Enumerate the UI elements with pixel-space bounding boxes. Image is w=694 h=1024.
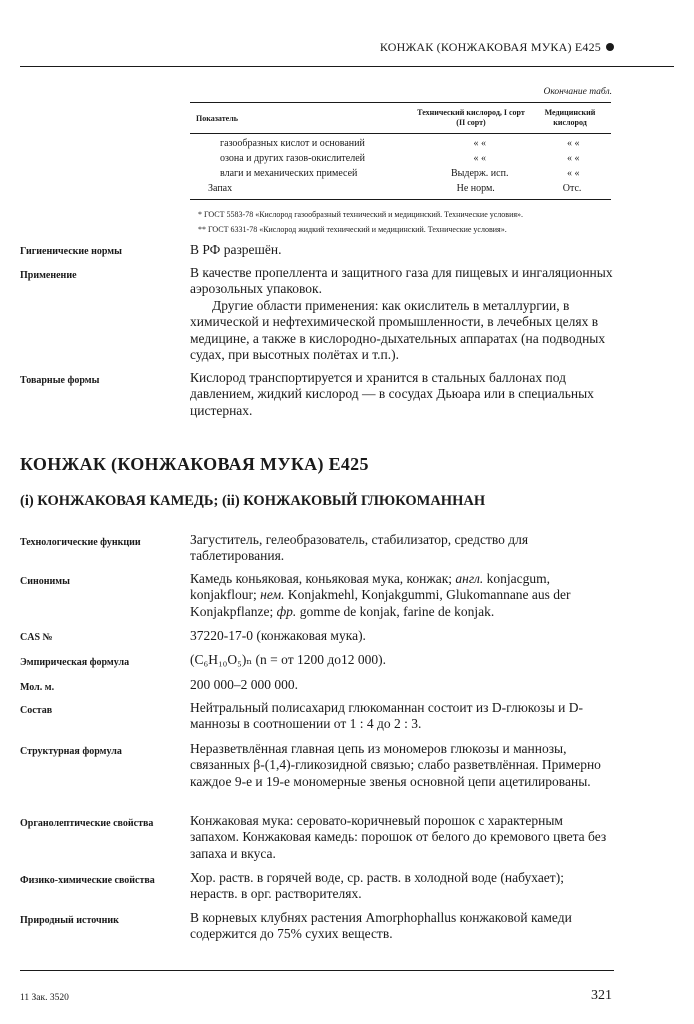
synonyms-label: Синонимы [20, 576, 70, 587]
table-row [190, 151, 611, 166]
footnote-1: * ГОСТ 5583-78 «Кислород газообразный технический и медицинский. Технические условия». [198, 210, 524, 219]
application-paragraph-2: Другие области применения: как окислитель в металлургии, в химической и нефтехимической промышленности, в лечебных целях в медицине, а также в кислородно-дыхательных аппаратах (на подводных судах, при высотных полётах и т.п.). [190, 297, 606, 363]
lang-tag-de: нем. [260, 587, 285, 603]
table-row [190, 136, 611, 151]
molecular-weight-text: 200 000–2 000 000. [190, 677, 298, 692]
physchem-text: Хор. раств. в горячей воде, ср. раств. в холодной воде (набухает); нераств. в орг. растворителях. [190, 870, 564, 902]
synonyms-fr: gomme de konjak, farine de konjak. [299, 603, 495, 619]
organoleptic-text: Конжаковая мука: серовато-коричневый порошок с характерным запахом. Конжаковая камедь: порошок от белого до кремового цвета без запаха и вкуса. [190, 813, 607, 861]
application-text [190, 265, 614, 363]
forms-label: Товарные формы [20, 375, 100, 386]
lang-tag-fr: фр. [276, 603, 297, 619]
table-continuation-note: Окончание табл. [543, 87, 612, 97]
oxygen-spec-table [190, 102, 611, 200]
molecular-weight-label: Мол. м. [20, 682, 55, 693]
section-title: КОНЖАК (КОНЖАКОВАЯ МУКА) Е425 [20, 454, 369, 474]
synonyms-text [190, 571, 614, 620]
hygiene-label: Гигиенические нормы [20, 246, 122, 257]
formula-label: Эмпирическая формула [20, 657, 130, 668]
organoleptic-label: Органолептические свойства [20, 818, 154, 829]
row-name: Запах [208, 183, 233, 194]
col-header-technical: Технический кислород, I сорт (II сорт) [417, 108, 525, 127]
row-med: « « [566, 153, 580, 164]
lang-tag-en: англ. [455, 571, 484, 586]
row-med: Отс. [562, 183, 582, 194]
row-tech: « « [473, 153, 486, 164]
print-mark: 11 Зак. 3520 [20, 993, 69, 1003]
function-label: Технологические функции [20, 537, 141, 548]
row-name: газообразных кислот и оснований [220, 138, 365, 149]
formula-text: (C₆H₁₀O₅)ₙ (n = от 1200 до12 000). [190, 652, 386, 667]
table-row [190, 166, 611, 181]
table-row [190, 181, 611, 196]
cas-text: 37220-17-0 (конжаковая мука). [190, 628, 366, 643]
col-header-medical: Медицинский кислород [544, 108, 596, 127]
synonyms-de: Konjakmehl, Konjakgummi, Glukomannane aus der Konjakpflanze; [190, 587, 571, 619]
structure-label: Структурная формула [20, 746, 122, 757]
function-text: Загуститель, гелеобразователь, стабилизатор, средство для таблетирования. [190, 532, 529, 564]
synonyms-en: konjacgum, konjakflour; [190, 571, 550, 603]
page-number: 321 [591, 988, 612, 1003]
composition-label: Состав [20, 705, 53, 716]
section-subtitle: (i) КОНЖАКОВАЯ КАМЕДЬ; (ii) КОНЖАКОВЫЙ ГЛЮКОМАННАН [20, 493, 486, 509]
row-tech: Выдерж. исп. [450, 168, 509, 179]
col-header-indicator: Показатель [196, 113, 238, 123]
hygiene-text: В РФ разрешён. [190, 242, 282, 257]
row-name: влаги и механических примесей [220, 168, 358, 179]
cas-label: CAS № [20, 632, 53, 643]
running-title: КОНЖАК (КОНЖАКОВАЯ МУКА) Е425 [379, 40, 601, 54]
row-tech: « « [473, 138, 486, 149]
row-name: озона и других газов-окислителей [220, 153, 366, 164]
footer-rule [20, 970, 614, 971]
structure-text: Неразветвлённая главная цепь из мономеров глюкозы и маннозы, связанных β-(1,4)-гликозидной связью; слабо разветвлённая. Примерно каждое 9-е и 19-е мономерные звенья основной цепи ацетилированы. [190, 741, 601, 789]
synonyms-ru: Камедь коньяковая, коньяковая мука, конжак; [190, 571, 453, 586]
bullet-dot-icon [606, 43, 614, 51]
source-label: Природный источник [20, 915, 119, 926]
physchem-label: Физико-химические свойства [20, 875, 155, 886]
table-footnotes [198, 207, 523, 237]
header-rule [20, 66, 674, 67]
footnote-2: ** ГОСТ 6331-78 «Кислород жидкий технический и медицинский. Технические условия». [198, 225, 507, 234]
source-text: В корневых клубнях растения Amorphophallus конжаковой камеди содержится до 75% сухих веществ. [190, 910, 572, 942]
composition-text: Нейтральный полисахарид глюкоманнан состоит из D-глюкозы и D-маннозы в соотношении от 1 : 4 до 2 : 3. [190, 700, 584, 732]
application-label: Применение [20, 270, 77, 281]
row-tech: Не норм. [456, 183, 495, 194]
table-header-row [190, 103, 611, 134]
row-med: « « [566, 138, 580, 149]
forms-text: Кислород транспортируется и хранится в стальных баллонах под давлением, жидкий кислород — в сосудах Дьюара или в специальных цистернах. [190, 370, 594, 418]
running-header [380, 40, 614, 55]
row-med: « « [566, 168, 580, 179]
application-paragraph-1: В качестве пропеллента и защитного газа для пищевых и ингаляционных аэрозольных упаковок. [190, 265, 613, 297]
